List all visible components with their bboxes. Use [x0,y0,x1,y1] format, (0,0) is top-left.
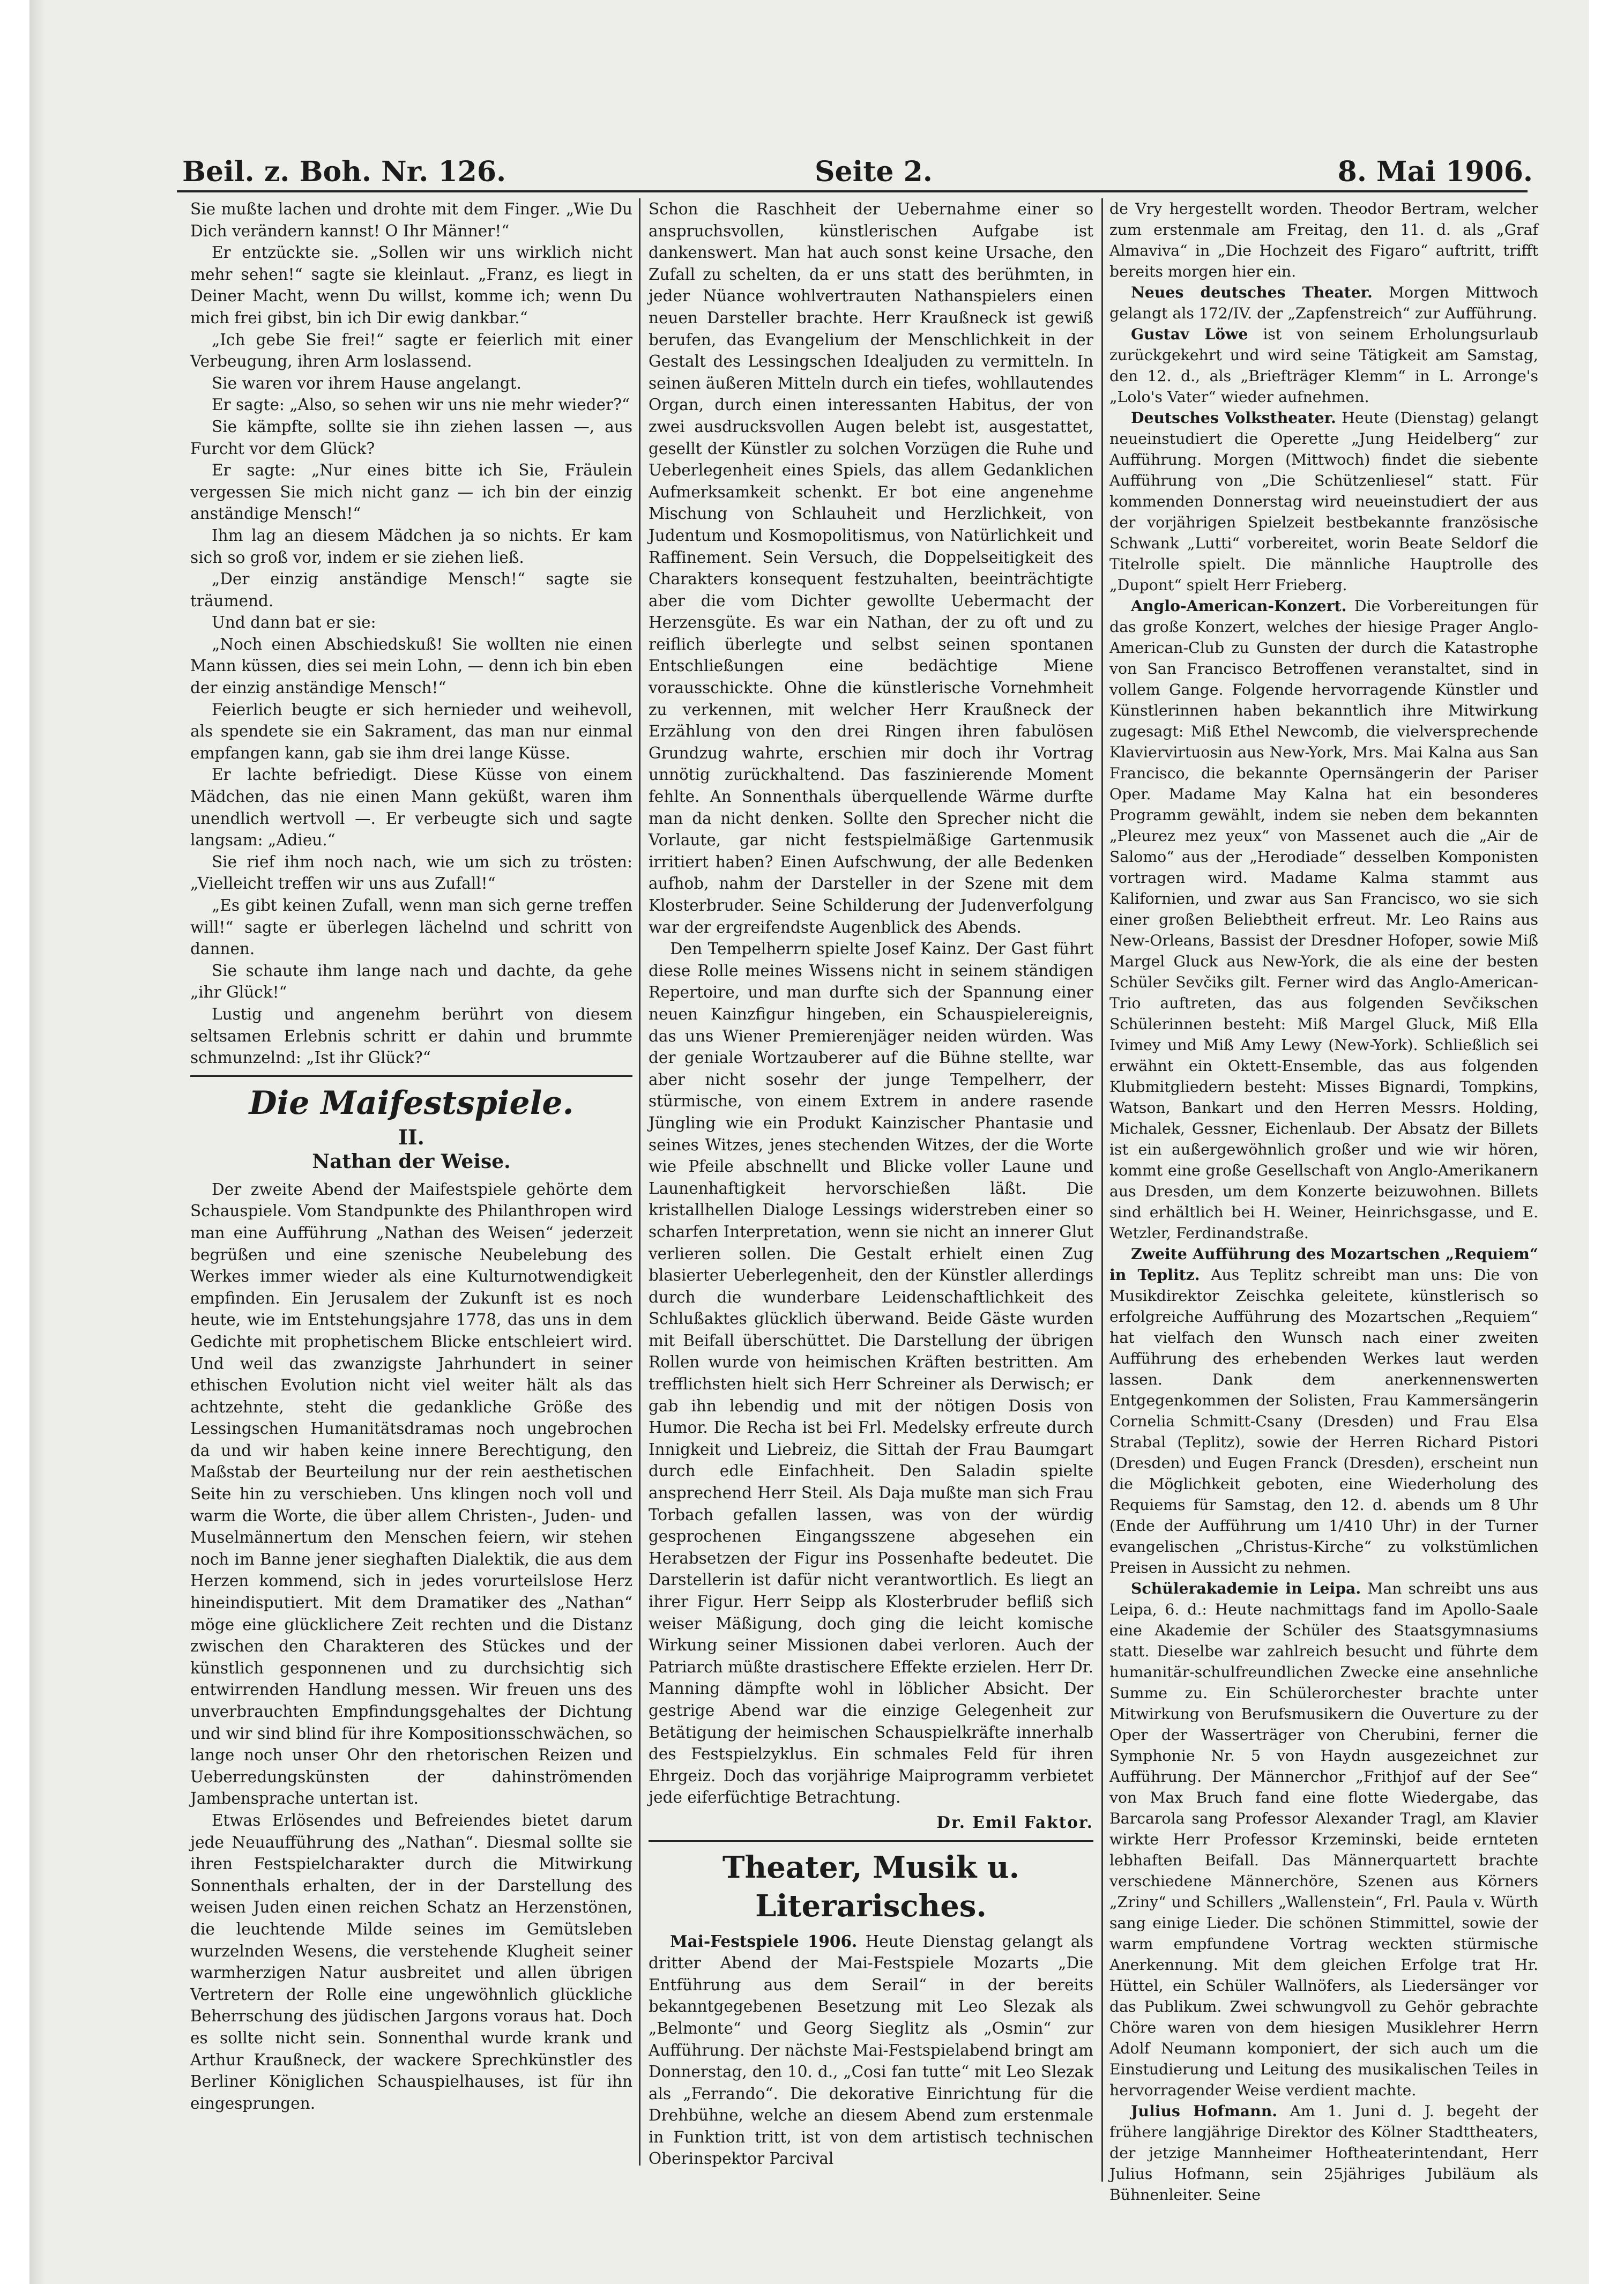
review-signature: Dr. Emil Faktor. [936,1812,1093,1832]
story-paragraph: Feierlich beugte er sich hernieder und weihevoll, als spendete sie ein Sakrament, das man nur einmal empfangen kann, gab sie ihm drei lange Küsse. [190,700,632,762]
story-paragraph: Sie rief ihm noch nach, wie um sich zu trösten: „Vielleicht treffen wir uns aus Zufall!“ [190,852,632,893]
news-item [1109,2101,1538,2205]
news-item-text: Man schreibt uns aus Leipa, 6. d.: Heute nachmittags fand im Apollo-Saale eine Akademie der Schüler des Staatsgymnasiums statt. Dieselbe war zahlreich besucht und führte dem humanitär-schulfreundlichen Zwecke eine ansehnliche Summe zu. Ein Schülerorchester brachte unter Mitwirkung von Berufsmusikern die Ouverture zu der Oper der Wasserträger von Cherubini, ferner die Symphonie Nr. 5 von Haydn ausgezeichnet zur Aufführung. Der Männerchor „Frithjof auf der See“ von Max Bruch fand eine flotte Wiedergabe, das Barcarola sang Professor Alexander Tragl, am Klavier wirkte Herr Professor Krzeminski, beide ernteten lebhaften Beifall. Das Männerquartett brachte verschiedene Männerchöre, Szenen aus Körners „Zriny“ und Schillers „Wallenstein“, Frl. Paula v. Würth sang einige Lieder. Die schönen Stimmittel, sowie der warm empfundene Vortrag weckten stürmische Anerkennung. Mit dem gleichen Erfolge trat Hr. Hüttel, ein Schüler Wallnöfers, als Liedersänger vor das Publikum. Zwei schwungvoll zu Gehör gebrachte Chöre waren von dem hiesigen Musiklehrer Herrn Adolf Neumann komponiert, der sich auch um die Einstudierung und Leitung des musikalischen Teiles in hervorragender Weise verdient machte. [1109,1580,1538,2099]
story-paragraph: Und dann bat er sie: [212,613,376,632]
column-3 [1109,198,1538,2205]
section-title: Die Maifestspiele. [249,1084,574,1122]
news-item-text: de Vry hergestellt worden. Theodor Bertram, welcher zum erstenmale am Freitag, den 11. d. als „Graf Almaviva“ in „Die Hochzeit des Figaro“ auftritt, trifft bereits morgen hier ein. [1109,200,1538,280]
story-paragraph: „Der einzig anständige Mensch!“ sagte sie träumend. [190,570,632,610]
review-paragraph: Den Tempelherrn spielte Josef Kainz. Der Gast führt diese Rolle meines Wissens nicht in seinem ständigen Repertoire, und man durfte sich der Spannung einer neuen Kainzfigur hingeben, ein Schauspielereignis, das uns Wiener Premierenjäger neiden würden. Was der geniale Wortzauberer auf die Bühne stellte, war aber nicht sosehr der junge Tempelherr, der stürmische, von einem Extrem in andere rasende Jüngling wie ein Produkt Kainzischer Phantasie und seines Witzes, jenes stechenden Witzes, der die Worte wie Pfeile abschnellt und Blicke voller Laune und Launenhaftigkeit hervorschießen läßt. Die kristallhellen Dialoge Lessings widerstreben einer so scharfen Interpretation, wenn sie nicht an innerer Glut verlieren sollen. Die Gestalt erhielt einen Zug blasierter Ueberlegenheit, den der Künstler allerdings durch die wunderbare Leidenschaftlichkeit des Schlußaktes glücklich überwand. Beide Gäste wurden mit Beifall überschüttet. Die Darstellung der übrigen Rollen wurde von heimischen Kräften bestritten. Am trefflichsten hielt sich Herr Schreiner als Derwisch; er gab ihn lebendig und mit der nötigen Dosis von Humor. Die Recha ist bei Frl. Medelsky erfreute durch Innigkeit und Liebreiz, die Sittah der Frau Baumgart durch edle Einfachheit. Den Saladin spielte ansprechend Herr Steil. Als Daja mußte man sich Frau Torbach gefallen lassen, was von der würdig gesprochenen Eingangsszene abgesehen ein Herabsetzen der Figur ins Possenhafte bedeutet. Die Darstellerin ist dafür nicht verantwortlich. Es liegt an ihrer Figur. Herr Seipp als Klosterbruder befliß sich weiser Mäßigung, doch ging die leicht komische Wirkung seiner Missionen dabei verloren. Auch der Patriarch müßte drastischere Effekte erzielen. Herr Dr. Manning dämpfte wohl in löblicher Absicht. Der gestrige Abend war die einzige Gelegenheit zur Betätigung der heimischen Schauspielkräfte innerhalb des Festspielzyklus. Ein schmales Feld für ihren Ehrgeiz. Doch das vorjährige Maiprogramm verbietet jede eiferfüchtige Betrachtung. [649,940,1093,1807]
header-page-number: Seite 2. [815,155,933,188]
header-date: 8. Mai 1906. [1337,155,1533,188]
story-text [190,198,632,1069]
story-paragraph: Er sagte: „Nur eines bitte ich Sie, Fräulein vergessen Sie mich nicht ganz — ich bin der einzig anständige Mensch!“ [190,461,632,523]
news-item [1109,596,1538,1244]
story-paragraph: Sie mußte lachen und drohte mit dem Finger. „Wie Du Dich verändern kannst! O Ihr Männer!“ [190,200,632,240]
story-paragraph: „Ich gebe Sie frei!“ sagte er feierlich mit einer Verbeugung, ihren Arm loslassend. [190,330,632,371]
news-item-head: Anglo-American-Konzert. [1131,597,1347,615]
story-paragraph: „Es gibt keinen Zufall, wenn man sich gerne treffen will!“ sagte er überlegen lächelnd und schritt von dannen. [190,896,632,958]
news-item-text: Aus Teplitz schreibt man uns: Die von Musikdirektor Zeischka geleitete, künstlerisch so erfolgreiche Aufführung des Mozartschen „Requiem“ hat vielfach den Wunsch nach einer zweiten Aufführung des erhebenden Werkes laut werden lassen. Dank dem anerkennenswerten Entgegenkommen der Solisten, Frau Kammersängerin Cornelia Schmitt-Csany (Dresden) und Frau Elsa Strabal (Teplitz), sowie der Herren Richard Pistori (Dresden) und Eugen Franck (Dresden), erscheint nun die Möglichkeit geboten, eine Wiederholung des Requiems für Samstag, den 12. d. abends um 8 Uhr (Ende der Aufführung um 1/410 Uhr) in der Turner evangelischen „Christus-Kirche“ zu volkstümlichen Preisen in Aussicht zu nehmen. [1109,1266,1538,1576]
page-header [182,145,1533,193]
story-paragraph: Ihm lag an diesem Mädchen ja so nichts. Er kam sich so groß vor, indem er sie ziehen ließ. [190,526,632,567]
story-paragraph: Sie schaute ihm lange nach und dachte, da gehe „ihr Glück!“ [190,961,632,1002]
news-item [1109,198,1538,282]
story-paragraph: Er lachte befriedigt. Diese Küsse von einem Mädchen, das nie einen Mann geküßt, waren ihm unendlich wertvoll —. Er verbeugte sich und sagte langsam: „Adieu.“ [190,765,632,850]
section-number: II. [398,1125,424,1149]
story-paragraph: Sie waren vor ihrem Hause angelangt. [212,374,522,392]
section-divider [649,1840,1093,1842]
news-item-head: Julius Hofmann. [1131,2102,1278,2120]
news-item-text: Heute (Dienstag) gelangt neueinstudiert die Operette „Jung Heidelberg“ zur Aufführung. Morgen (Mittwoch) findet die siebente Aufführung von „Die Schützenliesel“ statt. Für kommenden Donnerstag wird neueinstudiert der aus der vorjährigen Spielzeit bestbekannte französische Schwank „Lutti“ vorbereitet, worin Beate Seldorf die Titelrolle spielt. Die männliche Hauptrolle des „Dupont“ spielt Herr Frieberg. [1109,409,1538,594]
story-paragraph: „Noch einen Abschiedskuß! Sie wollten nie einen Mann küssen, dies sei mein Lohn, — denn ich bin eben der einzig anständige Mensch!“ [190,635,632,697]
news-item-head: Gustav Löwe [1131,325,1248,343]
review-paragraph: Etwas Erlösendes und Befreiendes bietet darum jede Neuaufführung des „Nathan“. Diesmal sollte sie ihren Festspielcharakter durch die Mitwirkung Sonnenthals erhalten, der in der Darstellung des weisen Juden einen reichen Schatz an Herzenstönen, die leuchtende Milde seines im Gemütsleben wurzelnden Wesens, die verstehende Klugheit seiner warmherzigen Natur ausbreitet und allen übrigen Vertretern der Rolle eine ungewöhnlich glückliche Beherrschung des jüdischen Jargons voraus hat. Doch es sollte nicht sein. Sonnenthal wurde krank und Arthur Kraußneck, der wackere Sprechkünstler des Berliner Königlichen Schauspielhauses, ist für ihn eingesprungen. [190,1811,632,2112]
section-divider [190,1075,632,1077]
news-item-head: Zweite Aufführung des Mozartschen „Requiem“ in Teplitz. [1109,1245,1538,1284]
news-item-head: Schülerakademie in Leipa. [1131,1579,1361,1597]
news-item-text: Heute Dienstag gelangt als dritter Abend der Mai-Festspiele Mozarts „Die Entführung aus dem Serail“ in der bereits bekanntgegebenen Besetzung mit Leo Slezak als „Belmonte“ und Georg Sieglitz als „Osmin“ zur Aufführung. Der nächste Mai-Festspielabend bringt am Donnerstag, den 10. d., „Cosi fan tutte“ mit Leo Slezak als „Ferrando“. Die dekorative Einrichtung für die Drehbühne, welche an diesem Abend zum erstenmale in Funktion tritt, ist von dem artistisch technischen Oberinspektor Parcival [649,1932,1093,2168]
news-item [1109,407,1538,596]
header-issue: Beil. z. Boh. Nr. 126. [182,155,506,188]
section-subtitle: Nathan der Weise. [312,1150,511,1173]
news-item [1109,1244,1538,1578]
news-item-head: Deutsches Volkstheater. [1131,408,1336,427]
page-fold-shadow [29,0,46,2284]
news-item [1109,324,1538,407]
news-item-text: ist von seinem Erholungsurlaub zurückgekehrt und wird seine Tätigkeit am Samstag, den 12. d., als „Briefträger Klemm“ in L. Arronge's „Lolo's Vater“ wieder aufnehmen. [1109,325,1538,406]
column-2 [649,198,1093,2170]
news-item-head: Mai-Festspiele 1906. [670,1931,858,1951]
column-rule [1101,198,1103,2182]
news-item-text: Am 1. Juni d. J. begeht der frühere langjährige Direktor des Kölner Stadttheaters, der jetzige Mannheimer Hoftheaterintendant, Herr Julius Hofmann, sein 25jähriges Jubiläum als Bühnenleiter. Seine [1109,2102,1539,2204]
news-item [1109,282,1538,324]
news-item-head: Neues deutsches Theater. [1131,283,1373,301]
page-margin [1589,0,1624,2284]
column-rule [639,198,640,2166]
header-rule [177,190,1528,192]
news-item-text: Die Vorbereitungen für das große Konzert, welches der hiesige Prager Anglo-American-Club zu Gunsten der durch die Katastrophe von San Francisco Betroffenen veranstaltet, sind in vollem Gange. Folgende hervorragende Künstler und Künstlerinnen haben bekanntlich ihre Mitwirkung zugesagt: Miß Ethel Newcomb, die vielversprechende Klaviervirtuosin aus New-York, Mrs. Mai Kalna aus San Francisco, die bekannte Opernsängerin der Pariser Oper. Madame May Kalna hat ein besonderes Programm gewählt, indem sie neben dem bekannten „Pleurez mez yeux“ von Massenet auch die „Air de Salomo“ aus der „Herodiade“ desselben Komponisten vortragen wird. Madame Kalma stammt aus Kalifornien, und zwar aus San Francisco, wo sie sich einer großen Beliebtheit erfreut. Mr. Leo Rains aus New-Orleans, Bassist der Dresdner Hofoper, sowie Miß Margel Gluck aus New-York, die als eine der besten Schüler Sevčiks gilt. Ferner wird das Anglo-American-Trio auftreten, das aus folgenden Sevčikschen Schülerinnen besteht: Miß Margel Gluck, Miß Ella Ivimey und Miß Amy Lewy (New-York). Schließlich sei erwähnt ein Oktett-Ensemble, das aus folgenden Klubmitgliedern besteht: Misses Bignardi, Tompkins, Watson, Bankart und den Herren Messrs. Holding, Michalek, Gessner, Eichenlaub. Der Absatz der Billets ist ein außergewöhnlich großer und wie wir hören, kommt eine große Gesellschaft von Anglo-Amerikanern aus Dresden, um dem Konzerte beizuwohnen. Billets sind erhältlich bei H. Weiner, Heinrichsgasse, und E. Wetzler, Ferdinandstraße. [1109,597,1538,1242]
theater-section-title: Theater, Musik u. Literarisches. [722,1849,1020,1924]
news-item [649,1931,1093,2170]
story-paragraph: Er sagte: „Also, so sehen wir uns nie mehr wieder?“ [212,396,630,414]
news-item [1109,1578,1538,2101]
story-paragraph: Sie kämpfte, sollte sie ihn ziehen lassen —, aus Furcht vor dem Glück? [190,417,632,458]
review-paragraph: Der zweite Abend der Maifestspiele gehörte dem Schauspiele. Vom Standpunkte des Philanthropen wird man eine Aufführung „Nathan des Weisen“ jederzeit begrüßen und eine szenische Neubelebung des Werkes immer wieder als eine Kulturnotwendigkeit empfinden. Ein Jerusalem der Zukunft ist es noch heute, wie im Entstehungsjahre 1778, das uns in dem Gedichte mit prophetischem Blicke entschleiert wird. Und weil das zwanzigste Jahrhundert in seiner ethischen Evolution nicht viel weiter hält als das achtzehnte, steht die gedankliche Größe des Lessingschen Humanitätsdramas noch ungebrochen da und wir haben keine innere Berechtigung, den Maßstab der Beurteilung nur der rein aesthetischen Seite hin zu verschieben. Uns klingen noch voll und warm die Worte, die über allem Christen-, Juden- und Muselmännertum den Menschen feiern, wir stehen noch im Banne jener sieghaften Dialektik, die aus dem Herzen kommend, sich in jedes vorurteilslose Herz hineindisputiert. Mit dem Dramatiker des „Nathan“ möge eine glücklichere Zeit rechten und die Distanz zwischen den Charakteren des Stückes und der künstlich gesponnenen und zu durchsichtig sich entwirrenden Handlung messen. Wir freuen uns des unverbrauchten Empfindungsgehaltes der Dichtung und wir sind blind für ihre Kompositionsschwächen, so lange noch unser Ohr den rhetorischen Reizen und Ueberredungskünsten der dahinströmenden Jambensprache untertan ist. [190,1180,632,1808]
story-paragraph: Er entzückte sie. „Sollen wir uns wirklich nicht mehr sehen!“ sagte sie kleinlaut. „Franz, es liegt in Deiner Macht, wenn Du willst, komme ich; wenn Du mich frei gibst, bin ich Dir ewig dankbar.“ [190,243,632,327]
story-paragraph: Lustig und angenehm berührt von diesem seltsamen Erlebnis schritt er dahin und brummte schmunzelnd: „Ist ihr Glück?“ [190,1005,632,1067]
news-item-text: Morgen Mittwoch gelangt als 172/IV. der „Zapfenstreich“ zur Aufführung. [1109,284,1538,322]
review-paragraph: Schon die Raschheit der Uebernahme einer so anspruchsvollen, künstlerischen Aufgabe ist dankenswert. Man hat auch sonst keine Ursache, den Zufall zu schelten, da er uns statt des berühmten, in jeder Nüance wohlvertrauten Nathanspielers einen neuen Darsteller brachte. Herr Kraußneck ist gewiß berufen, das Evangelium der Menschlichkeit in der Gestalt des Lessingschen Idealjuden zu vermitteln. In seinen äußeren Mitteln durch ein tiefes, wohllautendes Organ, durch einen interessanten Habitus, der von zwei ausdrucksvollen Augen belebt ist, ausgestattet, gesellt der Künstler zu solchen Vorzügen die Ruhe und Ueberlegenheit eines Spiels, das allem Gedanklichen Aufmerksamkeit schenkt. Er bot eine angenehme Mischung von Schlauheit und Herzlichkeit, von Judentum und Kosmopolitismus, von Natürlichkeit und Raffinement. Sein Versuch, die Doppelseitigkeit des Charakters konsequent festzuhalten, beeinträchtigte aber die vom Dichter gewollte Uebermacht der Herzensgüte. Es war ein Nathan, der zu oft und zu reiflich überlegte und selbst seinen spontanen Entschließungen eine bedächtige Miene vorausschickte. Ohne die künstlerische Vornehmheit zu verkennen, mit welcher Herr Kraußneck der Erzählung von den drei Ringen ihren fabulösen Grundzug wahrte, erschien mir doch ihr Vortrag unnötig zurückhaltend. Das faszinierende Moment fehlte. An Sonnenthals überquellende Wärme durfte man da nicht denken. Sollte den Sprecher nicht die Vorlaute, gar nicht festspielmäßige Gartenmusik irritiert haben? Einen Aufschwung, der alle Bedenken aufhob, nahm der Darsteller in der Szene mit dem Klosterbruder. Seine Schilderung der Judenverfolgung war der ergreifendste Augenblick des Abends. [649,200,1093,936]
column-1 [190,198,632,2114]
